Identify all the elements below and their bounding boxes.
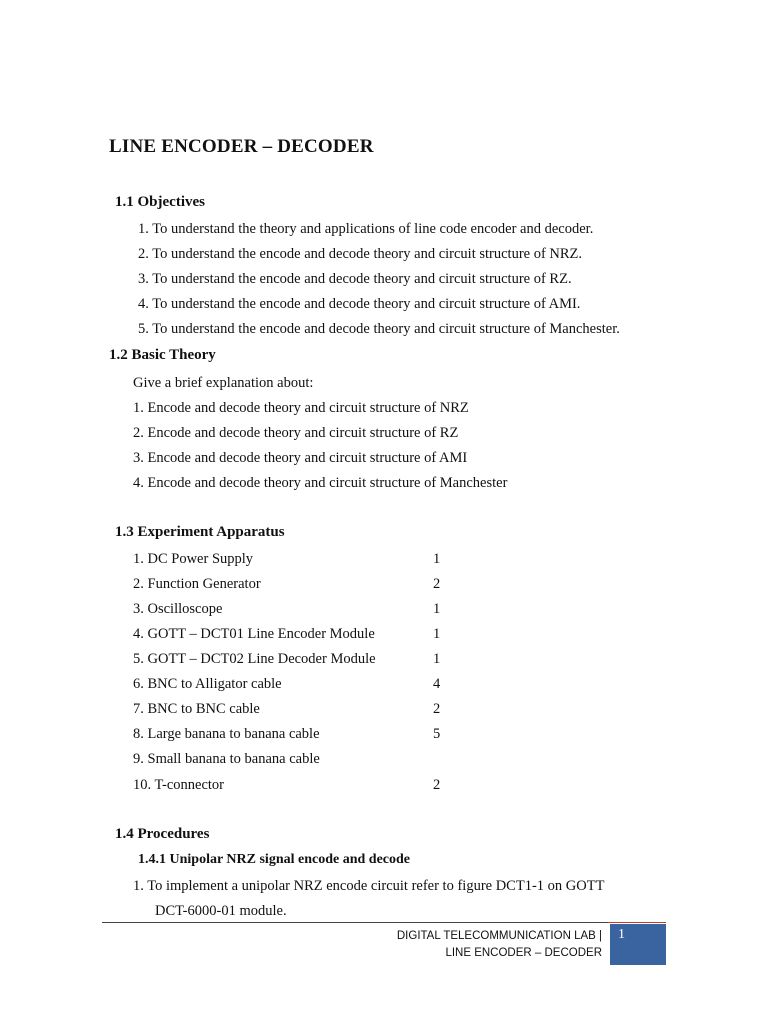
apparatus-item: 7. BNC to BNC cable — [133, 701, 260, 717]
procedures-heading: 1.4 Procedures — [115, 826, 210, 842]
apparatus-heading: 1.3 Experiment Apparatus — [115, 524, 285, 540]
footer-doc-name: LINE ENCODER – DECODER — [445, 947, 602, 959]
apparatus-qty: 1 — [433, 651, 441, 667]
procedures-subheading: 1.4.1 Unipolar NRZ signal encode and decode — [138, 852, 410, 867]
page-number: 1 — [618, 927, 625, 942]
apparatus-qty: 1 — [433, 551, 441, 567]
footer-text — [397, 928, 602, 962]
procedure-step: 1. To implement a unipolar NRZ encode circuit refer to figure DCT1-1 on GOTT — [133, 878, 605, 894]
apparatus-item: 3. Oscilloscope — [133, 601, 223, 617]
apparatus-qty: 2 — [433, 777, 441, 793]
apparatus-qty: 1 — [433, 601, 441, 617]
objective-item: 4. To understand the encode and decode theory and circuit structure of AMI. — [138, 296, 581, 312]
theory-item: 4. Encode and decode theory and circuit structure of Manchester — [133, 475, 508, 491]
objective-item: 3. To understand the encode and decode theory and circuit structure of RZ. — [138, 271, 572, 287]
apparatus-item: 1. DC Power Supply — [133, 551, 254, 567]
page-title: LINE ENCODER – DECODER — [109, 136, 374, 157]
apparatus-item: 8. Large banana to banana cable — [133, 726, 320, 742]
apparatus-item: 9. Small banana to banana cable — [133, 751, 320, 767]
footer-rule — [102, 922, 666, 923]
footer-accent-rule — [608, 922, 666, 923]
procedure-step-continued: DCT-6000-01 module. — [155, 903, 287, 919]
objective-item: 1. To understand the theory and applications of line code encoder and decoder. — [138, 221, 594, 237]
objective-item: 5. To understand the encode and decode theory and circuit structure of Manchester. — [138, 321, 620, 337]
apparatus-qty: 2 — [433, 576, 441, 592]
objectives-heading: 1.1 Objectives — [115, 194, 205, 210]
apparatus-item: 2. Function Generator — [133, 576, 261, 592]
apparatus-qty: 4 — [433, 676, 441, 692]
apparatus-item: 6. BNC to Alligator cable — [133, 676, 282, 692]
apparatus-item: 5. GOTT – DCT02 Line Decoder Module — [133, 651, 376, 667]
apparatus-item: 4. GOTT – DCT01 Line Encoder Module — [133, 626, 375, 642]
page-number-box — [610, 924, 666, 965]
apparatus-item: 10. T-connector — [133, 777, 225, 793]
objective-item: 2. To understand the encode and decode theory and circuit structure of NRZ. — [138, 246, 583, 262]
theory-item: 1. Encode and decode theory and circuit structure of NRZ — [133, 400, 469, 416]
apparatus-qty: 5 — [433, 726, 441, 742]
footer-lab-name: DIGITAL TELECOMMUNICATION LAB | — [396, 930, 602, 942]
theory-heading: 1.2 Basic Theory — [109, 347, 216, 363]
apparatus-qty: 1 — [433, 626, 441, 642]
theory-item: 3. Encode and decode theory and circuit structure of AMI — [133, 450, 468, 466]
apparatus-qty: 2 — [433, 701, 441, 717]
theory-intro: Give a brief explanation about: — [133, 375, 314, 391]
theory-item: 2. Encode and decode theory and circuit structure of RZ — [133, 425, 459, 441]
